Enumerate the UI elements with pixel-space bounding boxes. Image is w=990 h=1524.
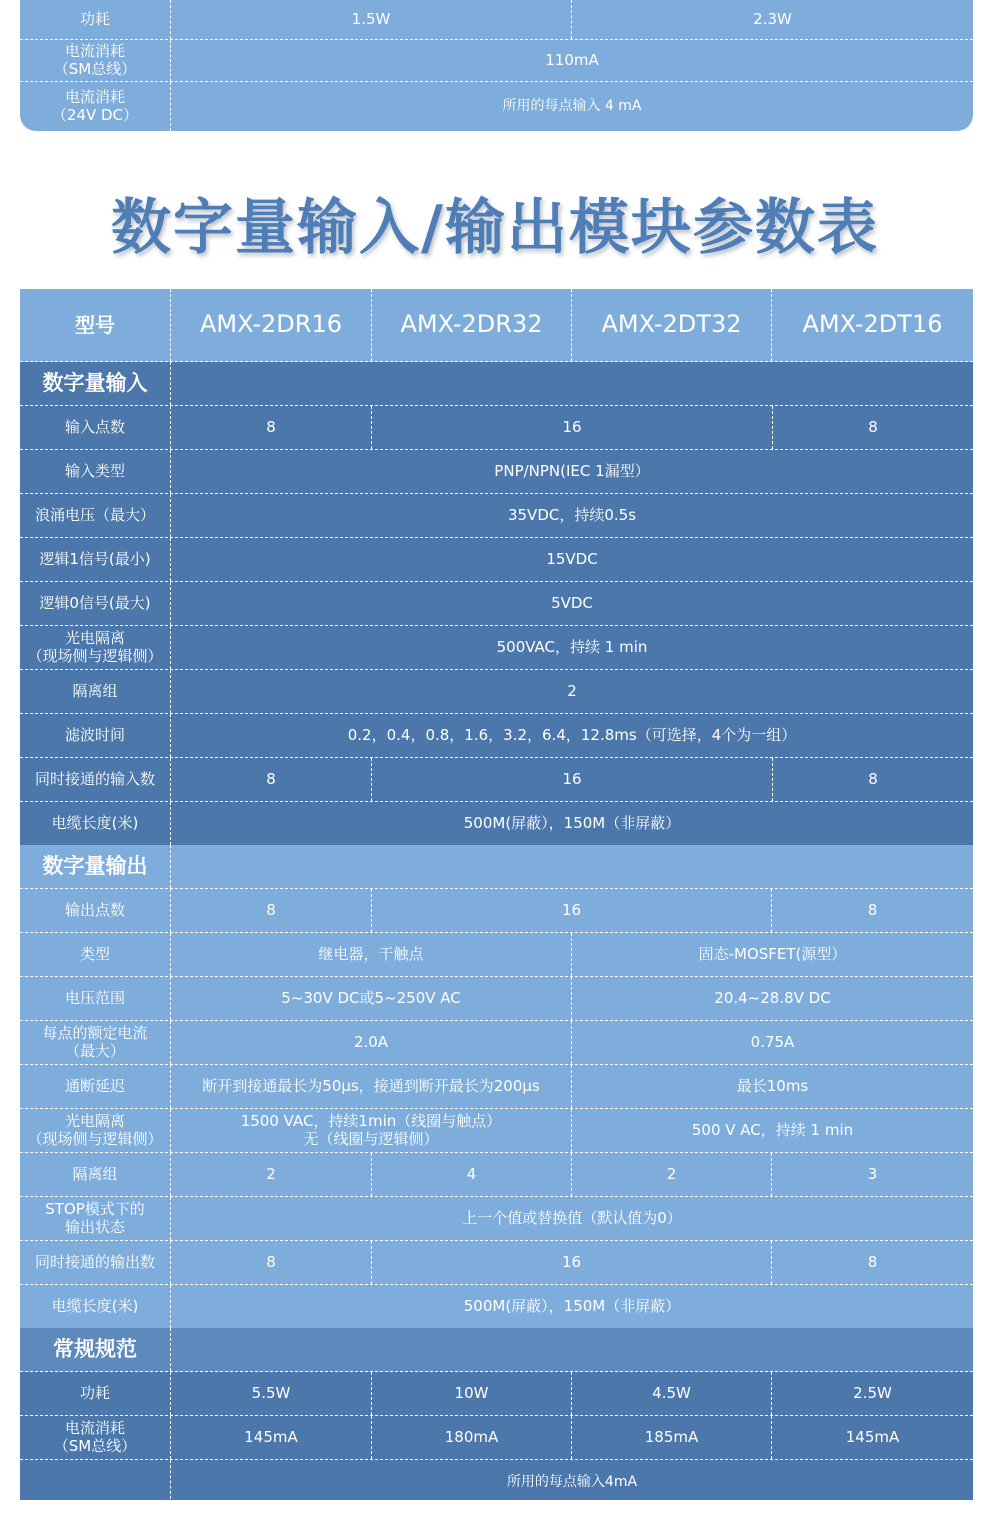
row-general-current-24v bbox=[20, 1460, 973, 1524]
cell-value: 所用的每点输入 4 mA bbox=[170, 82, 973, 131]
row-label: 隔离组 bbox=[72, 681, 118, 700]
cell-value: 500 V AC，持续 1 min bbox=[571, 1109, 973, 1152]
cell-value: 2 bbox=[170, 1153, 371, 1196]
page-title: 数字量输入/输出模块参数表 bbox=[111, 193, 879, 263]
section-spacer bbox=[170, 1328, 973, 1371]
cell-value: 35VDC，持续0.5s bbox=[170, 494, 973, 537]
cell-value: 145mA bbox=[170, 1416, 371, 1459]
row-label: 通断延迟 bbox=[64, 1076, 125, 1095]
cell-value: 固态-MOSFET(源型） bbox=[571, 933, 973, 976]
row-output-type bbox=[20, 933, 973, 977]
section-digital-input bbox=[20, 362, 973, 406]
row-stop-state bbox=[20, 1197, 973, 1241]
row-label: 光电隔离 （现场侧与逻辑侧） bbox=[27, 629, 163, 665]
cell-value: 2.5W bbox=[771, 1372, 973, 1415]
cell-value: 16 bbox=[371, 889, 771, 932]
section-spacer bbox=[170, 362, 973, 405]
row-input-group bbox=[20, 670, 973, 714]
row-label: 光电隔离 （现场侧与逻辑侧） bbox=[27, 1112, 163, 1148]
row-output-cable bbox=[20, 1285, 973, 1328]
cell-value: 0.75A bbox=[571, 1021, 973, 1064]
row-logic1 bbox=[20, 538, 973, 582]
cell-value: 1500 VAC，持续1min（线圈与触点） 无（线圈与逻辑侧） bbox=[170, 1109, 571, 1152]
section-title: 数字量输出 bbox=[42, 854, 148, 879]
header-model-label: 型号 bbox=[75, 312, 115, 337]
table-header bbox=[20, 289, 973, 362]
cell-value: 0.2，0.4，0.8，1.6，3.2，6.4，12.8ms（可选择，4个为一组） bbox=[170, 714, 973, 757]
row-output-points bbox=[20, 889, 973, 933]
row-logic0 bbox=[20, 582, 973, 626]
row-output-isolation bbox=[20, 1109, 973, 1153]
row-label: 同时接通的输出数 bbox=[34, 1252, 155, 1271]
row-rated-current bbox=[20, 1021, 973, 1065]
row-output-group bbox=[20, 1153, 973, 1197]
row-input-points bbox=[20, 406, 973, 450]
row-label: 功耗 bbox=[79, 9, 110, 28]
section-spacer bbox=[170, 845, 973, 888]
cell-value: 20.4~28.8V DC bbox=[571, 977, 973, 1020]
cell-value: 500VAC，持续 1 min bbox=[170, 626, 973, 669]
spec-table bbox=[20, 289, 973, 1524]
cell-value: 2 bbox=[170, 670, 973, 713]
cell-value: 8 bbox=[170, 406, 371, 449]
cell-value: 所用的每点输入4mA bbox=[170, 1460, 973, 1504]
row-label: 电流消耗 bbox=[64, 1505, 125, 1524]
row-output-simul bbox=[20, 1241, 973, 1285]
row-label: 类型 bbox=[79, 944, 110, 963]
cell-value: 继电器，干触点 bbox=[170, 933, 571, 976]
cell-value: 180mA bbox=[371, 1416, 571, 1459]
row-surge bbox=[20, 494, 973, 538]
row-label: 电流消耗 （SM总线） bbox=[53, 42, 137, 78]
cell-value: 5VDC bbox=[170, 582, 973, 625]
row-label: 滤波时间 bbox=[64, 725, 125, 744]
row-input-type bbox=[20, 450, 973, 494]
section-title: 数字量输入 bbox=[42, 371, 148, 396]
cell-value: 500M(屏蔽），150M（非屏蔽） bbox=[170, 802, 973, 845]
row-label: 逻辑1信号(最小) bbox=[39, 549, 151, 568]
row-label: 浪涌电压（最大） bbox=[34, 505, 155, 524]
cell-value: 15VDC bbox=[170, 538, 973, 581]
cell-value: 8 bbox=[772, 406, 973, 449]
cell-value: 8 bbox=[170, 758, 371, 801]
cell-value: 16 bbox=[371, 406, 772, 449]
cell-value: 8 bbox=[170, 1241, 371, 1284]
row-input-cable bbox=[20, 802, 973, 845]
row-label: 功耗 bbox=[79, 1383, 110, 1402]
cell-value: 4.5W bbox=[571, 1372, 771, 1415]
row-power bbox=[20, 0, 973, 40]
cell-value: 2.0A bbox=[170, 1021, 571, 1064]
cell-value: 5~30V DC或5~250V AC bbox=[170, 977, 571, 1020]
header-model: AMX-2DR32 bbox=[371, 289, 571, 361]
cell-value: 500M(屏蔽），150M（非屏蔽） bbox=[170, 1285, 973, 1328]
cell-value: 2 bbox=[571, 1153, 771, 1196]
top-spec-table bbox=[20, 0, 973, 131]
header-model: AMX-2DT32 bbox=[571, 289, 771, 361]
cell-value: 断开到接通最长为50μs，接通到断开最长为200μs bbox=[170, 1065, 571, 1108]
row-label: 输出点数 bbox=[64, 900, 125, 919]
cell-value: 最长10ms bbox=[571, 1065, 973, 1108]
row-label: 电压范围 bbox=[64, 988, 125, 1007]
section-general bbox=[20, 1328, 973, 1372]
cell-value: 10W bbox=[371, 1372, 571, 1415]
row-voltage bbox=[20, 977, 973, 1021]
cell-value: 16 bbox=[371, 1241, 771, 1284]
row-label: 同时接通的输入数 bbox=[34, 769, 155, 788]
row-label: 输入点数 bbox=[64, 417, 125, 436]
row-delay bbox=[20, 1065, 973, 1109]
cell-value: 185mA bbox=[571, 1416, 771, 1459]
cell-value: 8 bbox=[771, 889, 973, 932]
header-model: AMX-2DR16 bbox=[170, 289, 371, 361]
cell-value: 8 bbox=[170, 889, 371, 932]
row-label: 每点的额定电流 （最大） bbox=[42, 1024, 148, 1060]
row-input-isolation bbox=[20, 626, 973, 670]
cell-value: 5.5W bbox=[170, 1372, 371, 1415]
row-label: STOP模式下的 输出状态 bbox=[45, 1200, 145, 1236]
cell-value: 1.5W bbox=[170, 0, 571, 39]
cell-value: 145mA bbox=[771, 1416, 973, 1459]
row-label: 逻辑0信号(最大) bbox=[39, 593, 151, 612]
row-label: 电缆长度(米) bbox=[51, 813, 139, 832]
row-input-simul bbox=[20, 758, 973, 802]
cell-value: 3 bbox=[771, 1153, 973, 1196]
row-general-current-sm bbox=[20, 1416, 973, 1460]
row-current-sm bbox=[20, 40, 973, 82]
cell-value: 上一个值或替换值（默认值为0） bbox=[170, 1197, 973, 1240]
cell-value: PNP/NPN(IEC 1漏型） bbox=[170, 450, 973, 493]
row-general-power bbox=[20, 1372, 973, 1416]
cell-value: 2.3W bbox=[571, 0, 973, 39]
cell-value: 8 bbox=[771, 1241, 973, 1284]
header-model: AMX-2DT16 bbox=[771, 289, 973, 361]
cell-value: 16 bbox=[371, 758, 772, 801]
cell-value: 8 bbox=[772, 758, 973, 801]
row-label: 电流消耗 （SM总线） bbox=[53, 1419, 137, 1455]
row-label: 电缆长度(米) bbox=[51, 1296, 139, 1315]
row-label: 输入类型 bbox=[64, 461, 125, 480]
cell-value: 110mA bbox=[170, 40, 973, 81]
row-label: 隔离组 bbox=[72, 1164, 118, 1183]
row-current-24v bbox=[20, 82, 973, 131]
cell-value: 4 bbox=[371, 1153, 571, 1196]
row-filter bbox=[20, 714, 973, 758]
row-label: 电流消耗 （24V DC） bbox=[51, 88, 139, 124]
section-digital-output bbox=[20, 845, 973, 889]
section-title: 常规规范 bbox=[53, 1337, 137, 1362]
